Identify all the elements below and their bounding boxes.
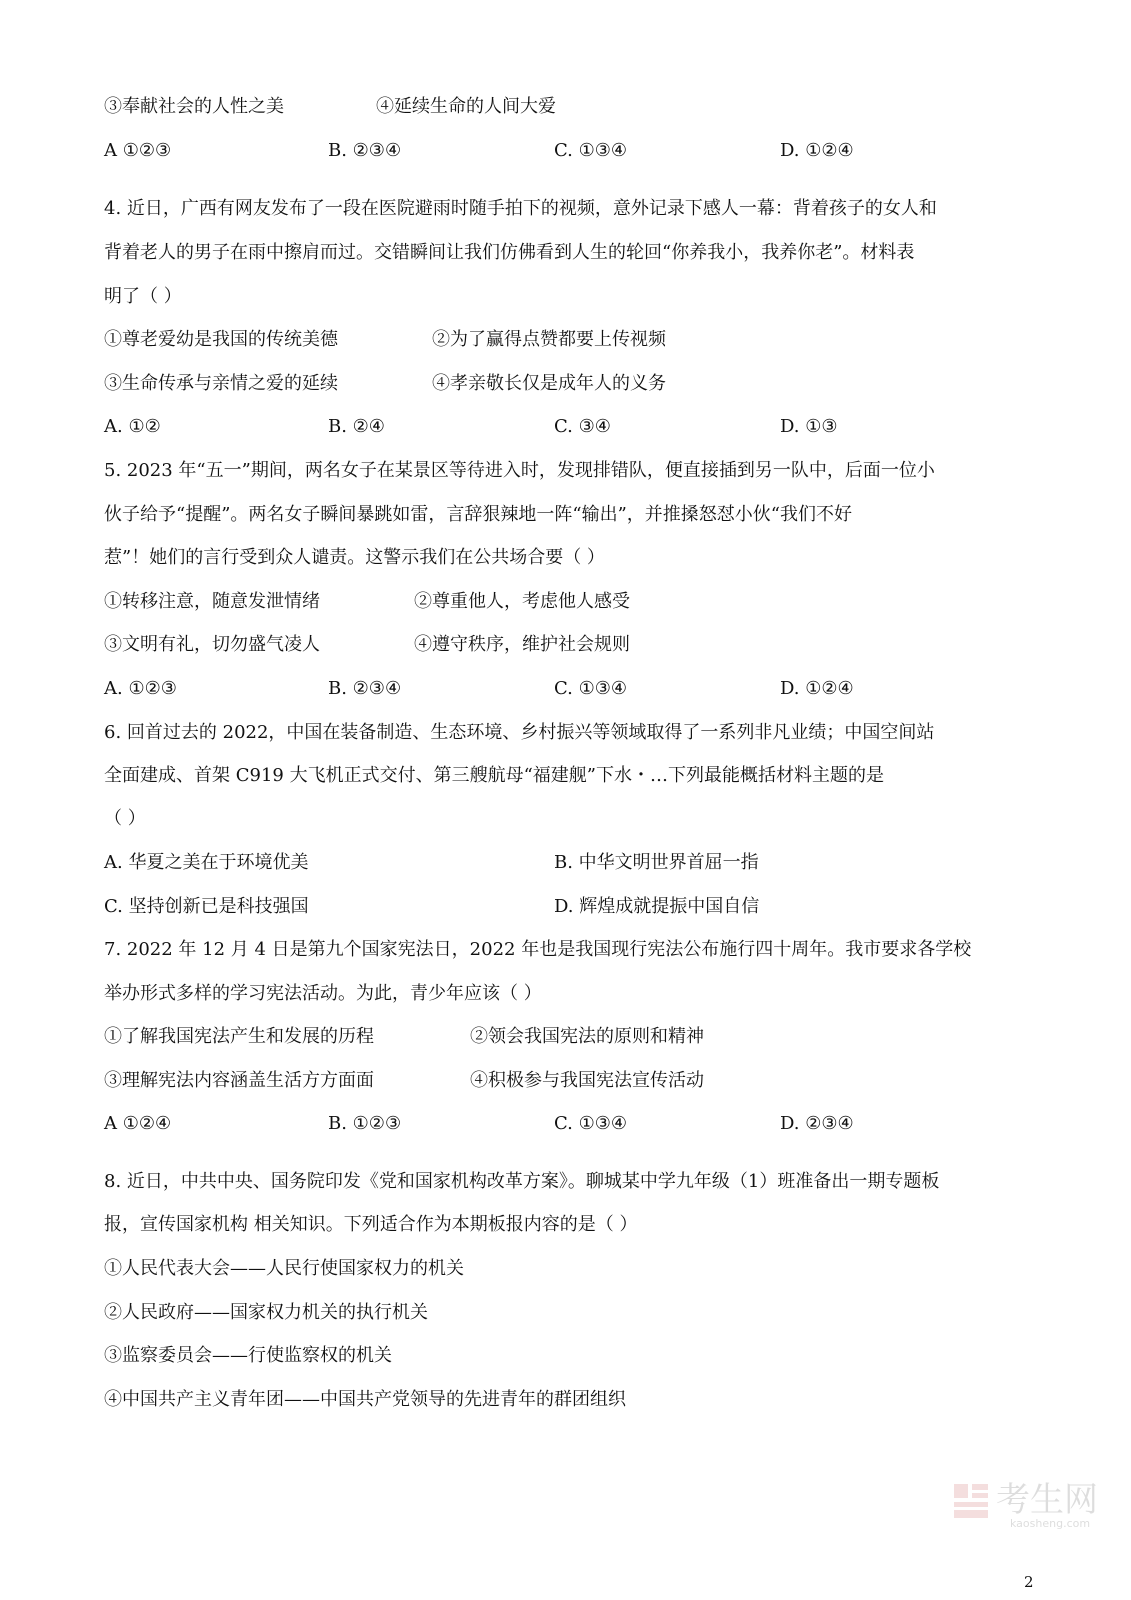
kaosheng-logo-icon bbox=[952, 1482, 990, 1520]
q3-choice-a: A ①②③ bbox=[104, 140, 172, 161]
watermark bbox=[952, 1480, 1112, 1530]
q4-choice-d: D. ①③ bbox=[780, 416, 838, 437]
q4-choice-c: C. ③④ bbox=[554, 416, 611, 437]
q8-stem-line-2: 报，宣传国家机构 相关知识。下列适合作为本期板报内容的是（ ） bbox=[104, 1214, 638, 1235]
q7-choice-a: A ①②④ bbox=[104, 1113, 172, 1134]
page-number: 2 bbox=[1024, 1573, 1034, 1591]
q7-choice-b: B. ①②③ bbox=[328, 1113, 402, 1134]
q8-item-4: ④中国共产主义青年团——中国共产党领导的先进青年的群团组织 bbox=[104, 1389, 626, 1410]
q4-stem-line-1: 4. 近日，广西有网友发布了一段在医院避雨时随手拍下的视频，意外记录下感人一幕：背着孩子的女人和 bbox=[104, 198, 937, 219]
q7-item-4: ④积极参与我国宪法宣传活动 bbox=[470, 1070, 704, 1091]
q5-stem-line-2: 伙子给予“提醒”。两名女子瞬间暴跳如雷，言辞狠辣地一阵“输出”，并推搡怒怼小伙“我们不好 bbox=[104, 504, 853, 525]
watermark-name: 考生网 bbox=[996, 1480, 1098, 1520]
q5-item-4: ④遵守秩序，维护社会规则 bbox=[414, 634, 630, 655]
q7-choice-c: C. ①③④ bbox=[554, 1113, 627, 1134]
q3-item-3: ③奉献社会的人性之美 bbox=[104, 96, 284, 117]
q8-item-1: ①人民代表大会——人民行使国家权力的机关 bbox=[104, 1258, 464, 1279]
q7-choice-d: D. ②③④ bbox=[780, 1113, 854, 1134]
q4-item-2: ②为了赢得点赞都要上传视频 bbox=[432, 329, 666, 350]
q7-item-1: ①了解我国宪法产生和发展的历程 bbox=[104, 1026, 374, 1047]
q4-choice-a: A. ①② bbox=[104, 416, 161, 437]
q6-choice-d: D. 辉煌成就提振中国自信 bbox=[554, 896, 760, 917]
q3-item-4: ④延续生命的人间大爱 bbox=[376, 96, 556, 117]
q3-choice-b: B. ②③④ bbox=[328, 140, 402, 161]
q5-choice-d: D. ①②④ bbox=[780, 678, 854, 699]
q6-stem-line-3: （ ） bbox=[104, 808, 146, 829]
watermark-url: kaosheng.com bbox=[1010, 1517, 1091, 1530]
q7-item-2: ②领会我国宪法的原则和精神 bbox=[470, 1026, 704, 1047]
q8-item-3: ③监察委员会——行使监察权的机关 bbox=[104, 1345, 392, 1366]
q7-stem-line-2: 举办形式多样的学习宪法活动。为此，青少年应该（ ） bbox=[104, 983, 542, 1004]
q5-choice-c: C. ①③④ bbox=[554, 678, 627, 699]
q4-stem-line-2: 背着老人的男子在雨中擦肩而过。交错瞬间让我们仿佛看到人生的轮回“你养我小，我养你老”。材料表 bbox=[104, 242, 915, 263]
q5-stem-line-1: 5. 2023 年“五一”期间，两名女子在某景区等待进入时，发现排错队，便直接插到另一队中，后面一位小 bbox=[104, 460, 935, 481]
q3-choice-c: C. ①③④ bbox=[554, 140, 627, 161]
q5-item-1: ①转移注意，随意发泄情绪 bbox=[104, 591, 320, 612]
q6-choice-c: C. 坚持创新已是科技强国 bbox=[104, 896, 309, 917]
q4-item-3: ③生命传承与亲情之爱的延续 bbox=[104, 373, 338, 394]
q4-item-1: ①尊老爱幼是我国的传统美德 bbox=[104, 329, 338, 350]
q4-stem-line-3: 明了（ ） bbox=[104, 286, 182, 307]
q8-item-2: ②人民政府——国家权力机关的执行机关 bbox=[104, 1302, 428, 1323]
q5-item-3: ③文明有礼，切勿盛气凌人 bbox=[104, 634, 320, 655]
q3-choice-d: D. ①②④ bbox=[780, 140, 854, 161]
q5-stem-line-3: 惹”！她们的言行受到众人谴责。这警示我们在公共场合要（ ） bbox=[104, 547, 605, 568]
q6-stem-line-2: 全面建成、首架 C919 大飞机正式交付、第三艘航母“福建舰”下水・…下列最能概括材料主题的是 bbox=[104, 765, 884, 786]
q7-item-3: ③理解宪法内容涵盖生活方方面面 bbox=[104, 1070, 374, 1091]
q7-stem-line-1: 7. 2022 年 12 月 4 日是第九个国家宪法日，2022 年也是我国现行宪法公布施行四十周年。我市要求各学校 bbox=[104, 939, 972, 960]
q5-choice-b: B. ②③④ bbox=[328, 678, 402, 699]
q5-choice-a: A. ①②③ bbox=[104, 678, 177, 699]
q4-item-4: ④孝亲敬长仅是成年人的义务 bbox=[432, 373, 666, 394]
q4-choice-b: B. ②④ bbox=[328, 416, 385, 437]
q5-item-2: ②尊重他人，考虑他人感受 bbox=[414, 591, 630, 612]
q8-stem-line-1: 8. 近日，中共中央、国务院印发《党和国家机构改革方案》。聊城某中学九年级（1）班准备出一期专题板 bbox=[104, 1171, 940, 1192]
q6-stem-line-1: 6. 回首过去的 2022，中国在装备制造、生态环境、乡村振兴等领域取得了一系列非凡业绩；中国空间站 bbox=[104, 722, 935, 743]
q6-choice-b: B. 中华文明世界首屈一指 bbox=[554, 852, 759, 873]
q6-choice-a: A. 华夏之美在于环境优美 bbox=[104, 852, 309, 873]
